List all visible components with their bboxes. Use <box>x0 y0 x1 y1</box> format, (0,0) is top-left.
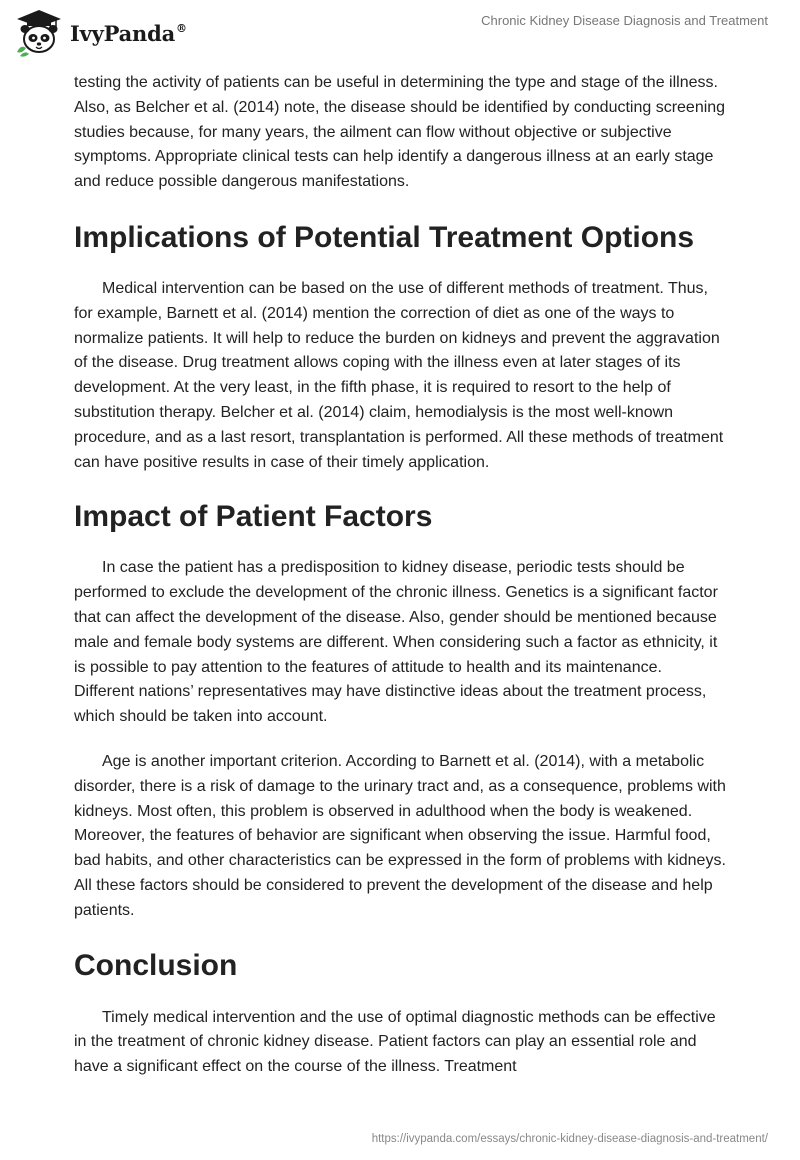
patient-factors-paragraph-1: In case the patient has a predisposition to kidney disease, periodic tests should be performed to exclude the development of the chronic illness. Genetics is a significant factor that can affect the development of the disease. Also, gender should be mentioned because male and female body systems are different. When considering such a factor as ethnicity, it is possible to pay attention to the features of attitude to health and its maintenance. Different nations’ representatives may have distinctive ideas about the treatment process, which should be taken into account. <box>74 559 718 726</box>
intro-paragraph: testing the activity of patients can be useful in determining the type and stage of the illness. Also, as Belcher et al. (2014) note, the disease should be identified by conducting screening studies because, for many years, the ailment can flow without objective or subjective symptoms. Appropriate clinical tests can help identify a dangerous illness at an early stage and reduce possible dangerous manifestations. <box>74 74 726 191</box>
source-url-link[interactable]: https://ivypanda.com/essays/chronic-kidney-disease-diagnosis-and-treatment/ <box>371 1133 768 1145</box>
brand-logo[interactable] <box>14 8 187 58</box>
panda-graduate-icon <box>14 8 64 58</box>
section-heading-conclusion: Conclusion <box>74 948 238 982</box>
section-heading-patient-factors: Impact of Patient Factors <box>74 500 433 534</box>
treatment-options-paragraph: Medical intervention can be based on the use of different methods of treatment. Thus, for example, Barnett et al. (2014) mention the correction of diet as one of the ways to normalize patients. It will help to reduce the burden on kidneys and prevent the aggravation of the disease. Drug treatment allows coping with the illness even at later stages of its development. At the very least, in the fifth phase, it is required to resort to the help of substitution therapy. Belcher et al. (2014) claim, hemodialysis is the most well-known procedure, and as a last resort, transplantation is performed. All these methods of treatment can have positive results in case of their timely application. <box>74 279 724 471</box>
essay-body <box>74 71 726 1080</box>
patient-factors-paragraph-2: Age is another important criterion. According to Barnett et al. (2014), with a metabolic disorder, there is a risk of damage to the urinary tract and, as a consequence, problems with kidneys. Most often, this problem is observed in adulthood when the body is weakened. Moreover, the features of behavior are significant when observing the issue. Harmful food, bad habits, and other characteristics can be expressed in the form of problems with kidneys. All these factors should be considered to prevent the development of the disease and help patients. <box>74 752 726 919</box>
brand-name: IvyPanda® <box>70 20 187 46</box>
section-heading-treatment-options: Implications of Potential Treatment Options <box>74 220 695 254</box>
conclusion-paragraph: Timely medical intervention and the use of optimal diagnostic methods can be effective in the treatment of chronic kidney disease. Patient factors can play an essential role and have a significant effect on the course of the illness. Treatment <box>74 1008 716 1076</box>
document-title: Chronic Kidney Disease Diagnosis and Treatment <box>481 13 768 28</box>
page-header <box>0 0 800 66</box>
